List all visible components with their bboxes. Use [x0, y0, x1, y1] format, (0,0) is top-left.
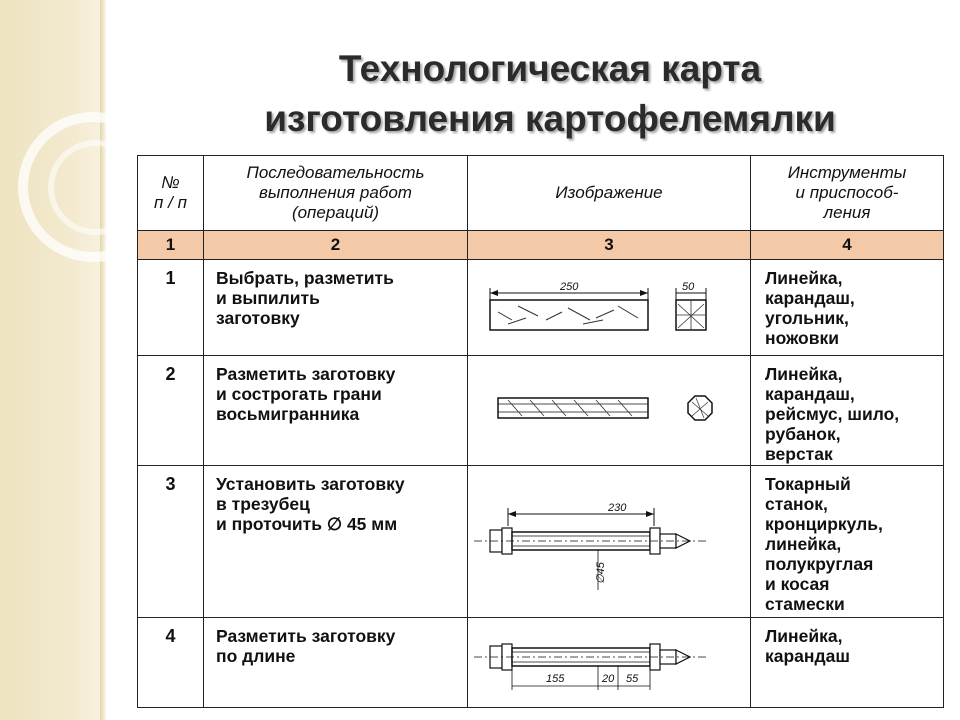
- table-row: [138, 466, 944, 618]
- operation-text: Установить заготовку в трезубец и проточить ∅ 45 мм: [204, 466, 468, 618]
- octagon-blank-drawing: [468, 356, 751, 466]
- column-index: 3: [468, 231, 751, 260]
- page-title: [170, 44, 930, 144]
- row-number: 4: [138, 618, 204, 708]
- column-index: 2: [204, 231, 468, 260]
- header-num: № п / п: [138, 156, 204, 231]
- title-line-2: изготовления картофелемялки: [264, 98, 836, 139]
- tech-card-table-wrap: [137, 155, 943, 707]
- dimension-label: 55: [626, 673, 639, 685]
- operation-drawing: [468, 356, 751, 466]
- tools-text: Токарный станок, кронциркуль, линейка, полукруглая и косая стамески: [751, 466, 944, 618]
- paper-edge: [100, 0, 106, 720]
- tools-text: Линейка, карандаш, угольник, ножовки: [751, 260, 944, 356]
- dimension-label: ∅45: [595, 562, 607, 584]
- row-number: 3: [138, 466, 204, 618]
- column-index: 1: [138, 231, 204, 260]
- operation-text: Разметить заготовку по длине: [204, 618, 468, 708]
- turning-drawing: [468, 466, 751, 618]
- column-index-row: [138, 231, 944, 260]
- operation-drawing: [468, 618, 751, 708]
- paper-background-strip: [0, 0, 105, 720]
- dimension-label: 155: [546, 673, 565, 685]
- dimension-label: 230: [608, 502, 627, 514]
- column-index: 4: [751, 231, 944, 260]
- table-row: [138, 618, 944, 708]
- decorative-ring-inner: [48, 140, 143, 235]
- marking-drawing: [468, 618, 751, 708]
- tools-text: Линейка, карандаш, рейсмус, шило, рубанок, верстак: [751, 356, 944, 466]
- operation-drawing: [468, 260, 751, 356]
- operation-text: Выбрать, разметить и выпилить заготовку: [204, 260, 468, 356]
- dimension-label: 20: [602, 673, 615, 685]
- tech-card-table: [137, 155, 944, 708]
- dimension-label: 250: [560, 281, 579, 293]
- row-number: 2: [138, 356, 204, 466]
- header-image: Изображение: [468, 156, 751, 231]
- tools-text: Линейка, карандаш: [751, 618, 944, 708]
- dimension-label: 50: [682, 281, 695, 293]
- title-line-1: Технологическая карта: [338, 48, 762, 89]
- operation-drawing: [468, 466, 751, 618]
- blank-saw-drawing: [468, 260, 751, 356]
- header-tools: Инструменты и приспособ- ления: [751, 156, 944, 231]
- header-operations: Последовательность выполнения работ (операций): [204, 156, 468, 231]
- operation-text: Разметить заготовку и сострогать грани восьмигранника: [204, 356, 468, 466]
- table-row: [138, 356, 944, 466]
- header-row: [138, 156, 944, 231]
- table-row: [138, 260, 944, 356]
- row-number: 1: [138, 260, 204, 356]
